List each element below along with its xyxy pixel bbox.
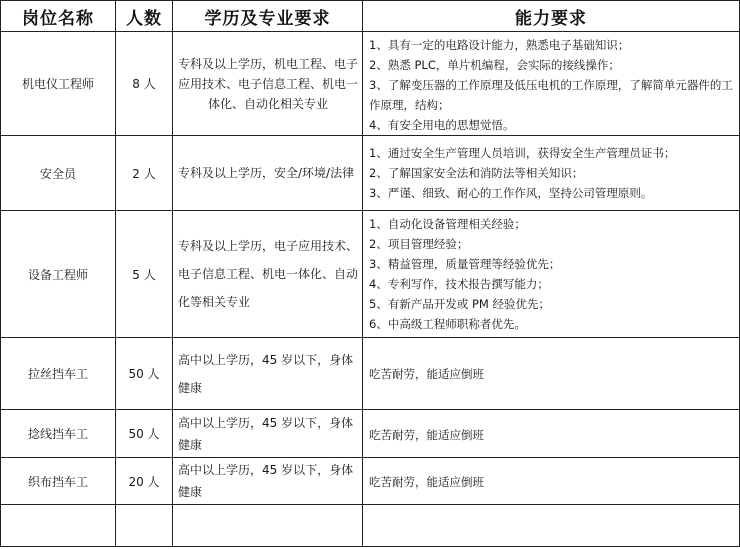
ability-cell (363, 136, 740, 211)
header-row (1, 1, 740, 32)
table-row (1, 211, 740, 338)
position-cell (1, 505, 116, 547)
ability-cell (363, 410, 740, 458)
education-cell: 高中以上学历，45 岁以下，身体健康 (173, 458, 363, 505)
header-position: 岗位名称 (1, 1, 116, 32)
ability-line: 吃苦耐劳，能适应倒班 (369, 427, 484, 442)
header-education: 学历及专业要求 (173, 1, 363, 32)
education-cell: 专科及以上学历，机电工程、电子应用技术、电子信息工程、机电一体化、自动化相关专业 (173, 32, 363, 136)
position-cell: 安全员 (1, 136, 116, 211)
position-cell: 捻线挡车工 (1, 410, 116, 458)
ability-line: 吃苦耐劳，能适应倒班 (369, 475, 484, 489)
ability-line: 5、有新产品开发或 PM 经验优先； (369, 297, 550, 311)
count-cell: 50 人 (116, 410, 173, 458)
ability-line: 2、了解国家安全法和消防法等相关知识； (369, 166, 584, 180)
header-ability: 能力要求 (363, 1, 740, 32)
count-cell: 8 人 (116, 32, 173, 136)
table-row-empty (1, 505, 740, 547)
ability-cell (363, 211, 740, 338)
ability-cell (363, 32, 740, 136)
table-row (1, 32, 740, 136)
ability-line: 3、精益管理，质量管理等经验优先； (369, 257, 561, 271)
education-cell (173, 505, 363, 547)
ability-cell (363, 458, 740, 505)
table-row (1, 410, 740, 458)
ability-line: 1、通过安全生产管理人员培训，获得安全生产管理员证书； (369, 146, 676, 160)
education-cell: 专科及以上学历，电子应用技术、电子信息工程、机电一体化、自动化等相关专业 (173, 211, 363, 338)
ability-cell (363, 505, 740, 547)
count-cell: 2 人 (116, 136, 173, 211)
table-row (1, 338, 740, 410)
count-cell: 20 人 (116, 458, 173, 505)
header-count: 人数 (116, 1, 173, 32)
ability-line: 6、中高级工程师职称者优先。 (369, 317, 526, 331)
position-cell: 拉丝挡车工 (1, 338, 116, 410)
ability-line: 2、熟悉 PLC，单片机编程，会实际的接线操作； (369, 57, 620, 72)
ability-line: 4、专利写作，技术报告撰写能力； (369, 277, 549, 291)
ability-line: 2、项目管理经验； (369, 237, 469, 251)
table-row (1, 458, 740, 505)
position-cell: 设备工程师 (1, 211, 116, 338)
count-cell: 5 人 (116, 211, 173, 338)
education-cell: 高中以上学历，45 岁以下，身体健康 (173, 338, 363, 410)
education-cell: 专科及以上学历，安全/环境/法律 (173, 136, 363, 211)
education-cell: 高中以上学历，45 岁以下，身体健康 (173, 410, 363, 458)
ability-cell (363, 338, 740, 410)
ability-line: 吃苦耐劳，能适应倒班 (369, 366, 484, 381)
ability-line: 3、严谨、细致、耐心的工作作风，坚持公司管理原则。 (369, 186, 653, 200)
count-cell (116, 505, 173, 547)
position-cell: 织布挡车工 (1, 458, 116, 505)
ability-line: 4、有安全用电的思想觉悟。 (369, 117, 515, 132)
ability-line: 1、自动化设备管理相关经验； (369, 217, 526, 231)
ability-line: 3、了解变压器的工作原理及低压电机的工作原理，了解简单元器件的工作原理，结构； (369, 77, 733, 112)
ability-line: 1、具有一定的电路设计能力，熟悉电子基础知识； (369, 37, 630, 52)
count-cell: 50 人 (116, 338, 173, 410)
table-row (1, 136, 740, 211)
position-cell: 机电仪工程师 (1, 32, 116, 136)
